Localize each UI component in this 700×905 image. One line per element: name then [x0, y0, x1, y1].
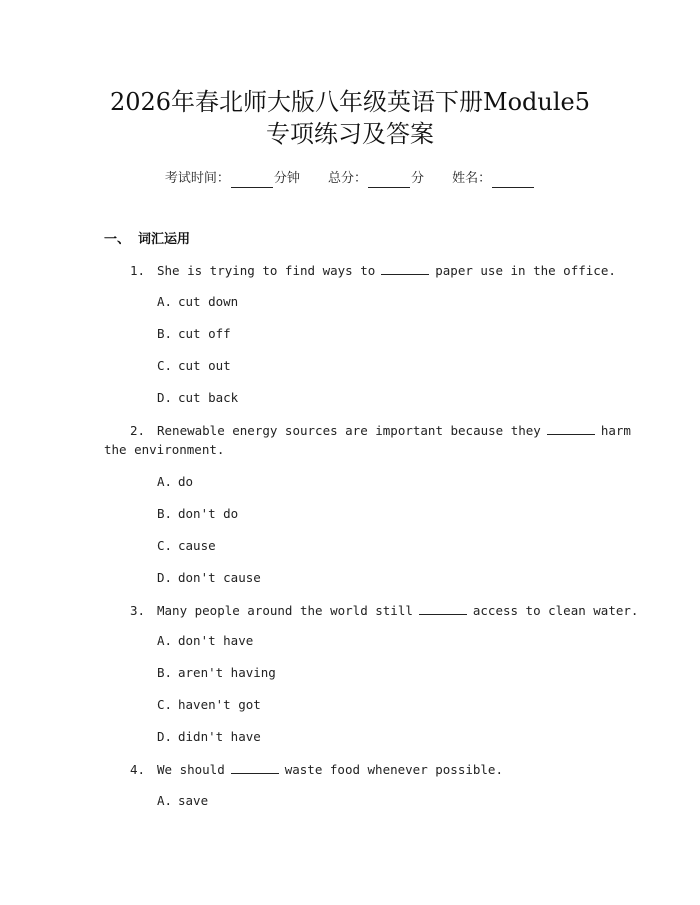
option-text: don't have — [178, 633, 254, 648]
exam-info-row — [0, 170, 700, 188]
option-letter: B. — [157, 326, 173, 341]
option-a[interactable] — [157, 792, 208, 810]
option-c[interactable] — [157, 696, 261, 714]
option-text: don't cause — [178, 570, 261, 585]
section-title: 词汇运用 — [138, 232, 191, 247]
option-b[interactable] — [157, 664, 276, 682]
option-letter: B. — [157, 665, 173, 680]
option-letter: A. — [157, 294, 173, 309]
question-text-after: paper use in the office. — [435, 263, 616, 278]
question-number: 3. — [130, 603, 146, 618]
question-3 — [130, 601, 638, 620]
option-letter: D. — [157, 390, 173, 405]
option-a[interactable] — [157, 632, 253, 650]
option-d[interactable] — [157, 728, 261, 746]
option-a[interactable] — [157, 293, 238, 311]
answer-blank[interactable] — [381, 261, 429, 275]
option-letter: D. — [157, 570, 173, 585]
option-letter: B. — [157, 506, 173, 521]
option-text: cut back — [178, 390, 239, 405]
option-b[interactable] — [157, 325, 231, 343]
option-letter: A. — [157, 474, 173, 489]
option-letter: A. — [157, 633, 173, 648]
question-4 — [130, 760, 503, 779]
document-title-line-1: 2026年春北师大版八年级英语下册Module5 — [109, 88, 591, 116]
question-number: 2. — [130, 423, 146, 438]
total-score-field — [328, 170, 424, 188]
option-d[interactable] — [157, 569, 261, 587]
total-score-unit: 分 — [411, 171, 425, 186]
exam-time-unit: 分钟 — [273, 171, 300, 186]
option-text: cut out — [178, 358, 231, 373]
answer-blank[interactable] — [231, 760, 279, 774]
student-name-field — [452, 170, 535, 188]
option-text: don't do — [178, 506, 239, 521]
total-score-label: 总分： — [327, 171, 367, 186]
option-letter: C. — [157, 538, 173, 553]
answer-blank[interactable] — [547, 421, 595, 435]
question-1 — [130, 261, 616, 280]
option-text: aren't having — [178, 665, 276, 680]
exam-time-blank[interactable] — [231, 173, 273, 188]
option-c[interactable] — [157, 537, 216, 555]
option-text: do — [178, 474, 194, 489]
total-score-blank[interactable] — [368, 173, 410, 188]
section-number: 一、 — [104, 232, 131, 247]
option-letter: C. — [157, 697, 173, 712]
question-text-before: Many people around the world still — [157, 603, 413, 618]
option-text: cause — [178, 538, 216, 553]
option-letter: C. — [157, 358, 173, 373]
question-text-after: harm — [600, 423, 631, 438]
question-text-after: waste food whenever possible. — [284, 762, 503, 777]
question-text-before: We should — [157, 762, 225, 777]
question-text-before: She is trying to find ways to — [157, 263, 376, 278]
option-letter: D. — [157, 729, 173, 744]
exam-time-field — [165, 170, 300, 188]
option-b[interactable] — [157, 505, 238, 523]
student-name-label: 姓名： — [452, 171, 492, 186]
answer-blank[interactable] — [419, 601, 467, 615]
option-text: cut off — [178, 326, 231, 341]
option-a[interactable] — [157, 473, 193, 491]
question-2 — [130, 421, 631, 440]
question-number: 1. — [130, 263, 146, 278]
question-2-continued: the environment. — [104, 442, 225, 457]
document-title-line-2: 专项练习及答案 — [266, 120, 434, 148]
question-text-before: Renewable energy sources are important because they — [157, 423, 541, 438]
option-text: haven't got — [178, 697, 261, 712]
student-name-blank[interactable] — [492, 173, 534, 188]
option-text: cut down — [178, 294, 239, 309]
option-c[interactable] — [157, 357, 231, 375]
option-text: save — [178, 793, 209, 808]
exam-time-label: 考试时间： — [164, 171, 230, 186]
option-letter: A. — [157, 793, 173, 808]
question-number: 4. — [130, 762, 146, 777]
question-text-after: access to clean water. — [472, 603, 639, 618]
option-text: didn't have — [178, 729, 261, 744]
section-heading — [104, 231, 190, 249]
option-d[interactable] — [157, 389, 238, 407]
